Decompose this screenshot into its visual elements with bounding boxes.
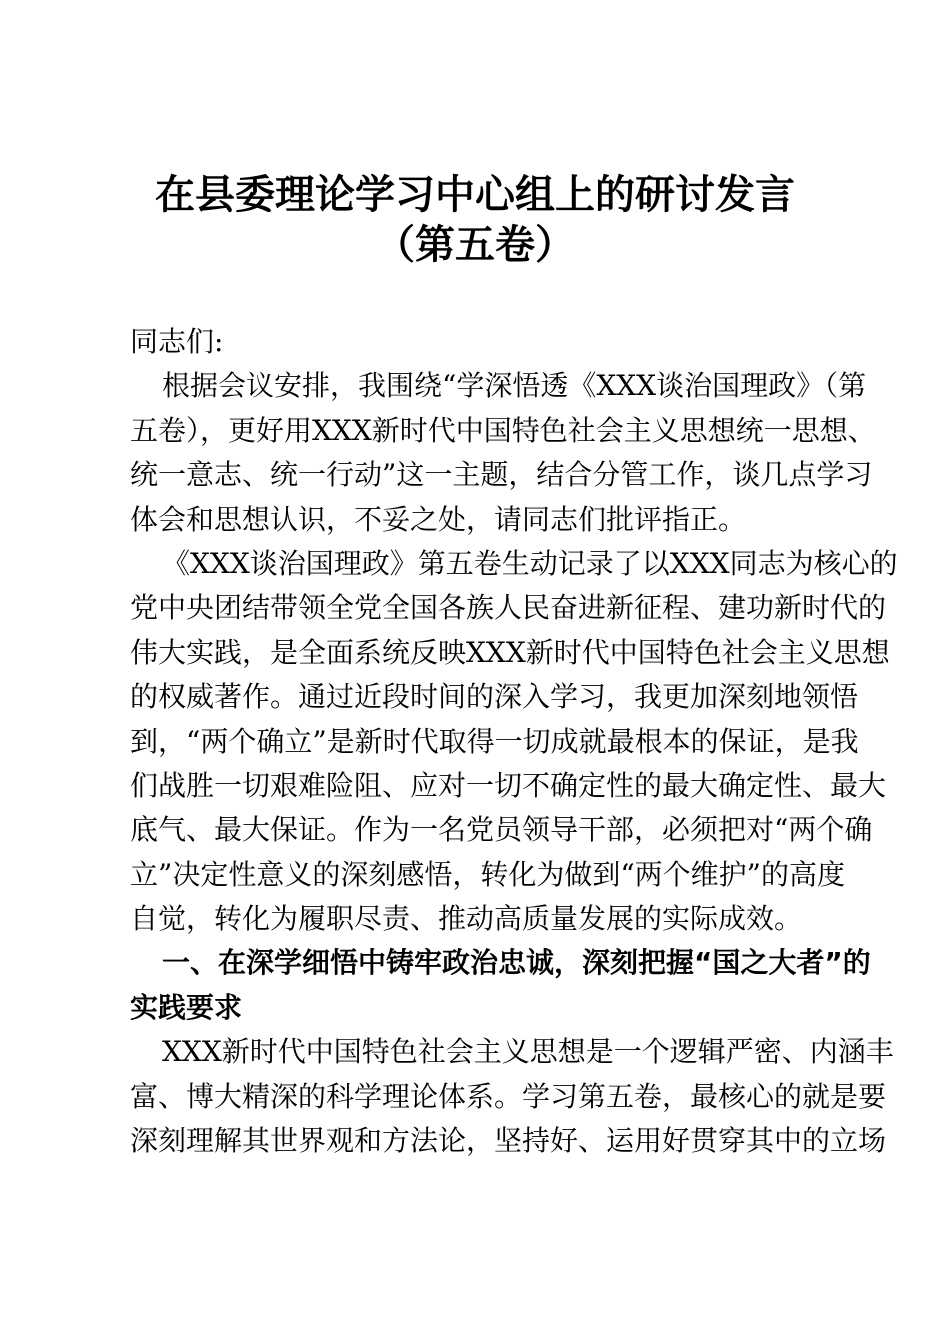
document-title: 在县委理论学习中心组上的研讨发言 <box>155 172 795 218</box>
text-line: 五卷），更好用XXX新时代中国特色社会主义思想统一思想、 <box>130 413 876 447</box>
text-line: 深刻理解其世界观和方法论，坚持好、运用好贯穿其中的立场 <box>130 1124 887 1158</box>
paragraph <box>130 542 898 942</box>
text-line: 底气、最大保证。作为一名党员领导干部，必须把对“两个确 <box>130 813 873 847</box>
text-line: 富、博大精深的科学理论体系。学习第五卷，最核心的就是要 <box>130 1079 887 1113</box>
text-line: 的权威著作。通过近段时间的深入学习，我更加深刻地领悟 <box>130 680 859 714</box>
text-line: 一、在深学细悟中铸牢政治忠诚，深刻把握“国之大者”的 <box>162 946 871 980</box>
text-line: 自觉，转化为履职尽责、推动高质量发展的实际成效。 <box>130 902 803 936</box>
text-line: 立”决定性意义的深刻感悟，转化为做到“两个维护”的高度 <box>130 857 845 891</box>
document-body <box>130 320 898 1163</box>
text-line: 统一意志、统一行动”这一主题，结合分管工作，谈几点学习 <box>130 458 873 492</box>
text-line: 党中央团结带领全党全国各族人民奋进新征程、建功新时代的 <box>130 591 887 625</box>
section-heading <box>130 941 871 1030</box>
document-subtitle: （第五卷） <box>375 222 575 268</box>
paragraph <box>130 364 876 542</box>
text-line: 实践要求 <box>130 990 243 1024</box>
text-line: XXX新时代中国特色社会主义思想是一个逻辑严密、内涵丰 <box>162 1035 894 1069</box>
text-line: 伟大实践，是全面系统反映XXX新时代中国特色社会主义思想 <box>130 635 890 669</box>
paragraph <box>130 1030 894 1163</box>
text-line: 根据会议安排，我围绕“学深悟透《XXX谈治国理政》（第 <box>162 369 867 403</box>
text-line: 到，“两个确立”是新时代取得一切成就最根本的保证，是我 <box>130 724 859 758</box>
text-line: 《XXX谈治国理政》第五卷生动记录了以XXX同志为核心的 <box>162 546 898 580</box>
text-line: 们战胜一切艰难险阻、应对一切不确定性的最大确定性、最大 <box>130 768 887 802</box>
text-line: 体会和思想认识，不妥之处，请同志们批评指正。 <box>130 502 747 536</box>
salutation: 同志们: <box>130 325 224 358</box>
